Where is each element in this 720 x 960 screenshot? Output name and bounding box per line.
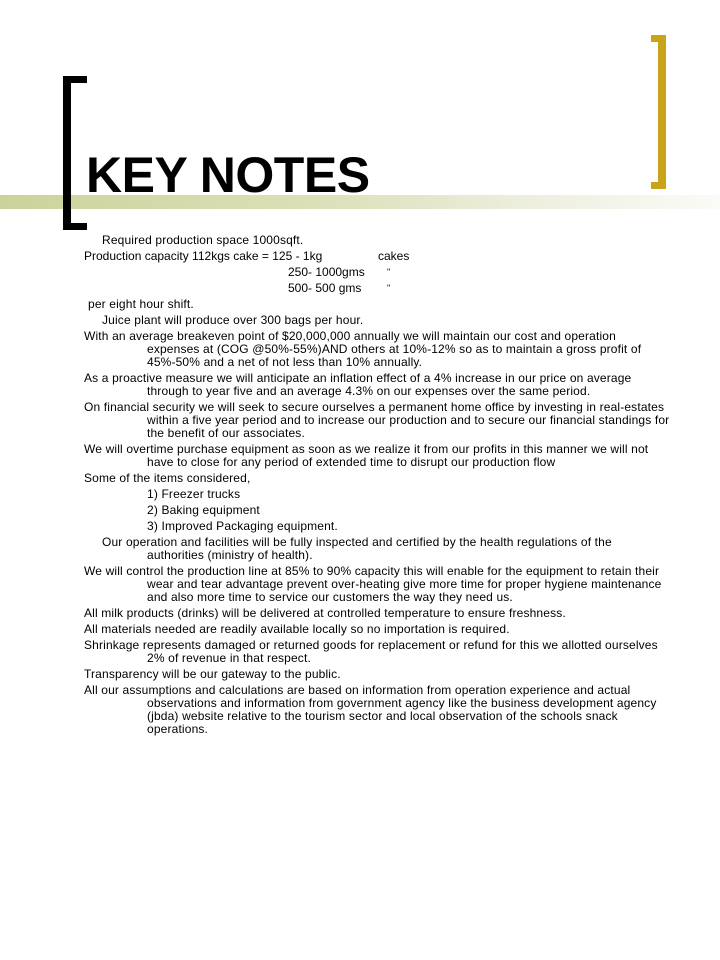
ditto-mark: " — [387, 267, 391, 277]
capacity-label: Production capacity 112kgs cake = 125 - 1kg — [84, 249, 323, 263]
left-bracket-top — [63, 76, 87, 83]
note-financial-security: On financial security we will seek to secure ourselves a permanent home office by investing in real-estates within a five year period and to increase our production and to secure our financial standings for the benefit of our associates. — [84, 400, 670, 440]
capacity-row-2-value: 250- 1000gms — [288, 265, 365, 279]
note-overtime-equipment: We will overtime purchase equipment as soon as we realize it from our profits in this manner we will not have to close for any period of extended time to disrupt our production flow — [84, 442, 649, 469]
capacity-row-2 — [84, 266, 670, 279]
note-shrinkage: Shrinkage represents damaged or returned goods for replacement or refund for this we allotted ourselves 2% of revenue in that respect. — [84, 638, 658, 665]
right-bracket-bottom — [651, 182, 666, 189]
page-title: KEY NOTES — [86, 147, 370, 203]
capacity-unit: cakes — [378, 249, 410, 263]
note-shift: per eight hour shift. — [88, 297, 194, 311]
note-inspection: Our operation and facilities will be fully inspected and certified by the health regulations of the authorities (ministry of health). — [102, 535, 612, 562]
item-freezer-trucks: 1) Freezer trucks — [147, 487, 241, 501]
note-juice-plant: Juice plant will produce over 300 bags per hour. — [102, 313, 364, 327]
note-items-intro: Some of the items considered, — [84, 471, 251, 485]
note-assumptions: All our assumptions and calculations are based on information from operation experience and actual observations and information from government agency like the business development agency (jbda) website relative to the tourism sector and local observation of the schools snack operations. — [84, 683, 657, 736]
item-packaging-equipment: 3) Improved Packaging equipment. — [147, 519, 338, 533]
capacity-row-3-value: 500- 500 gms — [288, 281, 362, 295]
note-production-space: Required production space 1000sqft. — [102, 233, 304, 247]
item-baking-equipment: 2) Baking equipment — [147, 503, 260, 517]
note-materials: All materials needed are readily available locally so no importation is required. — [84, 622, 510, 636]
note-capacity-control: We will control the production line at 85% to 90% capacity this will enable for the equipment to retain their wear and tear advantage prevent over-heating give more time for proper hygiene maintenance and also more time to service our customers the way they need us. — [84, 564, 662, 604]
capacity-row-3 — [84, 282, 670, 295]
note-breakeven: With an average breakeven point of $20,000,000 annually we will maintain our cost and operation expenses at (COG @50%-55%)AND others at 10%-12% so as to maintain a gross profit of 45%-50% and a net of not less than 10% annually. — [84, 329, 642, 369]
left-bracket-bottom — [63, 223, 87, 230]
note-inflation: As a proactive measure we will anticipate an inflation effect of a 4% increase in our price on average through to year five and an average 4.3% on our expenses over the same period. — [84, 371, 632, 398]
right-bracket-decoration — [658, 35, 666, 189]
note-milk-products: All milk products (drinks) will be delivered at controlled temperature to ensure freshness. — [84, 606, 566, 620]
note-transparency: Transparency will be our gateway to the public. — [84, 667, 341, 681]
capacity-row-1 — [84, 250, 670, 263]
ditto-mark: " — [387, 283, 391, 293]
right-bracket-top — [651, 35, 666, 42]
key-notes-body — [84, 234, 670, 739]
left-bracket-decoration — [63, 76, 71, 230]
